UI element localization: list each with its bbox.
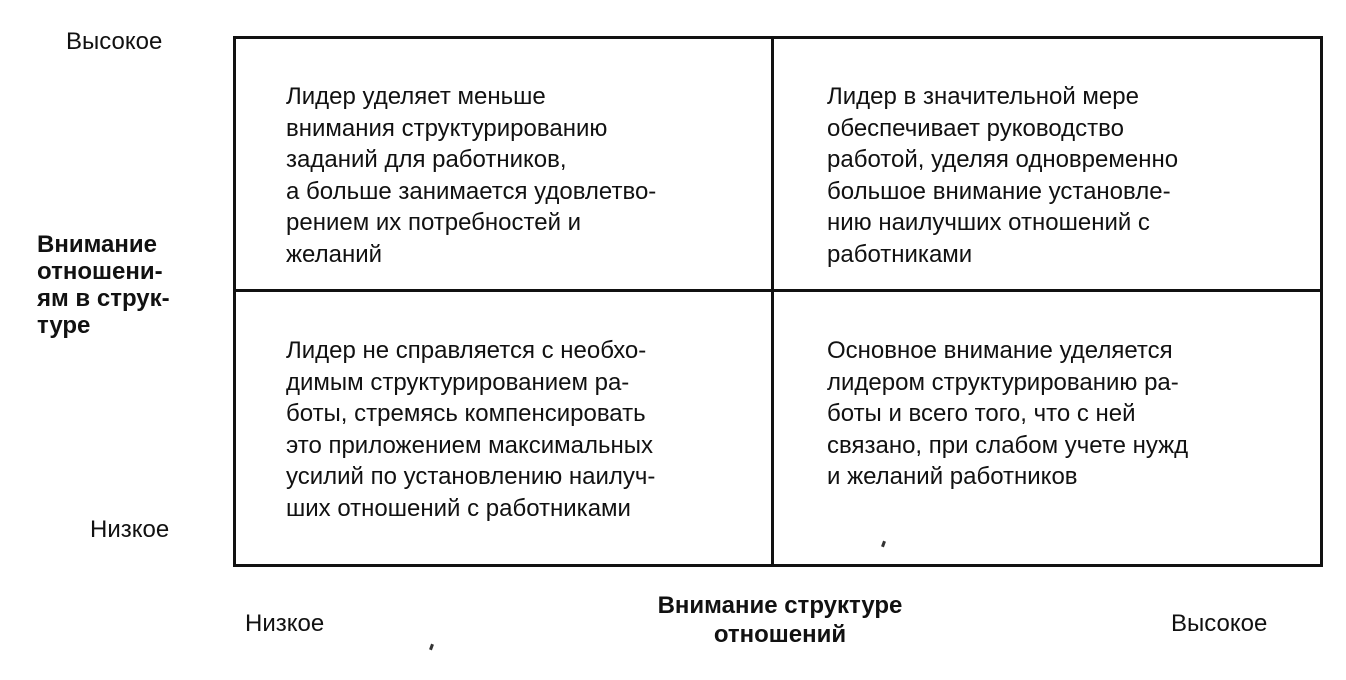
quadrant-top-right-text: Лидер в значительной мере обеспечивает руководство работой, уделяя одновременно большое внимание установле- нию наилучших отношений с работниками — [827, 83, 1179, 268]
vertical-divider — [771, 39, 774, 564]
leadership-matrix-grid — [233, 36, 1323, 567]
x-axis-high-label: Высокое — [1171, 610, 1268, 637]
horizontal-divider — [236, 289, 1320, 292]
x-axis-title: Внимание структуре отношений — [657, 592, 903, 648]
x-axis-low-label: Низкое — [245, 610, 325, 637]
y-axis-low-label: Низкое — [90, 516, 170, 543]
quadrant-bottom-right-text: Основное внимание уделяется лидером структурированию ра- боты и всего того, что с ней связано, при слабом учете нужд и желаний работников — [827, 337, 1189, 491]
scan-speck — [429, 644, 434, 651]
quadrant-top-left-text: Лидер уделяет меньше внимания структурированию заданий для работников, а больше занимается удовлетво- рением их потребностей и желаний — [286, 83, 657, 268]
y-axis-high-label: Высокое — [66, 28, 163, 55]
quadrant-bottom-left-text: Лидер не справляется с необхо- димым структурированием ра- боты, стремясь компенсировать это приложением максимальных усилий по установлению наилуч- ших отношений с работниками — [286, 337, 656, 522]
y-axis-title: Внимание отношени- ям в струк- туре — [37, 231, 170, 339]
